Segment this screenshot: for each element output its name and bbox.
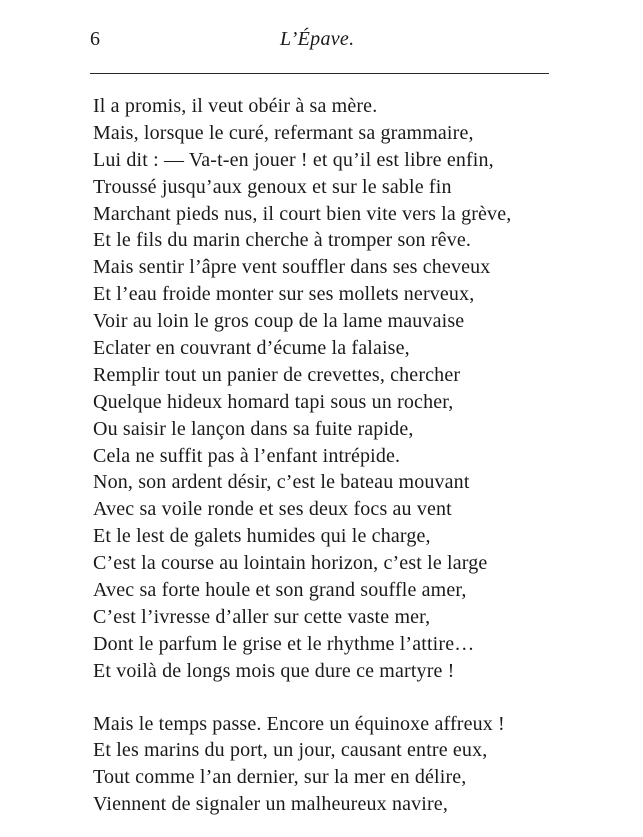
verse-line: Lui dit : — Va-t-en jouer ! et qu’il est libre enfin, — [93, 148, 494, 171]
header-rule — [90, 73, 549, 74]
verse-line: Il a promis, il veut obéir à sa mère. — [93, 95, 378, 117]
verse-line: Avec sa forte houle et son grand souffle amer, — [93, 579, 467, 602]
verse-line: Mais sentir l’âpre vent souffler dans ses cheveux — [93, 256, 491, 279]
running-title: L’Épave. — [280, 28, 355, 50]
verse-line: Ou saisir le lançon dans sa fuite rapide, — [93, 417, 414, 440]
verse-line: Mais le temps passe. Encore un équinoxe affreux ! — [93, 712, 505, 735]
verse-line: Et le lest de galets humides qui le charge, — [93, 525, 431, 548]
verse-line: Avec sa voile ronde et ses deux focs au vent — [93, 498, 452, 521]
stanza-break — [93, 685, 553, 711]
verse-line: Et le fils du marin cherche à tromper son rêve. — [93, 229, 472, 252]
verse-line: Troussé jusqu’aux genoux et sur le sable fin — [93, 175, 452, 198]
verse-line: Dont le parfum le grise et le rhythme l’attire… — [93, 632, 475, 655]
verse-line: Quelque hideux homard tapi sous un rocher, — [93, 390, 454, 413]
verse-line: Cela ne suffit pas à l’enfant intrépide. — [93, 444, 401, 467]
verse-line: Tout comme l’an dernier, sur la mer en délire, — [93, 766, 467, 789]
verse-line: Non, son ardent désir, c’est le bateau mouvant — [93, 471, 470, 494]
verse-line: Voir au loin le gros coup de la lame mauvaise — [93, 310, 465, 333]
stanza — [93, 93, 553, 685]
page-number: 6 — [90, 28, 101, 50]
verse-line: C’est la course au lointain horizon, c’est le large — [93, 552, 488, 575]
verse-line: Et les marins du port, un jour, causant entre eux, — [93, 739, 488, 762]
verse-line: Viennent de signaler un malheureux navire, — [93, 793, 448, 816]
verse-line: Et voilà de longs mois que dure ce martyre ! — [93, 659, 455, 682]
verse-line: Remplir tout un panier de crevettes, chercher — [93, 363, 461, 386]
verse-line: Et l’eau froide monter sur ses mollets nerveux, — [93, 283, 475, 306]
verse-line: Eclater en couvrant d’écume la falaise, — [93, 337, 410, 360]
stanza — [93, 711, 553, 819]
poem-text — [93, 93, 553, 818]
verse-line: Mais, lorsque le curé, refermant sa grammaire, — [93, 121, 474, 144]
verse-line: C’est l’ivresse d’aller sur cette vaste mer, — [93, 605, 431, 628]
verse-line: Marchant pieds nus, il court bien vite vers la grève, — [93, 202, 512, 225]
